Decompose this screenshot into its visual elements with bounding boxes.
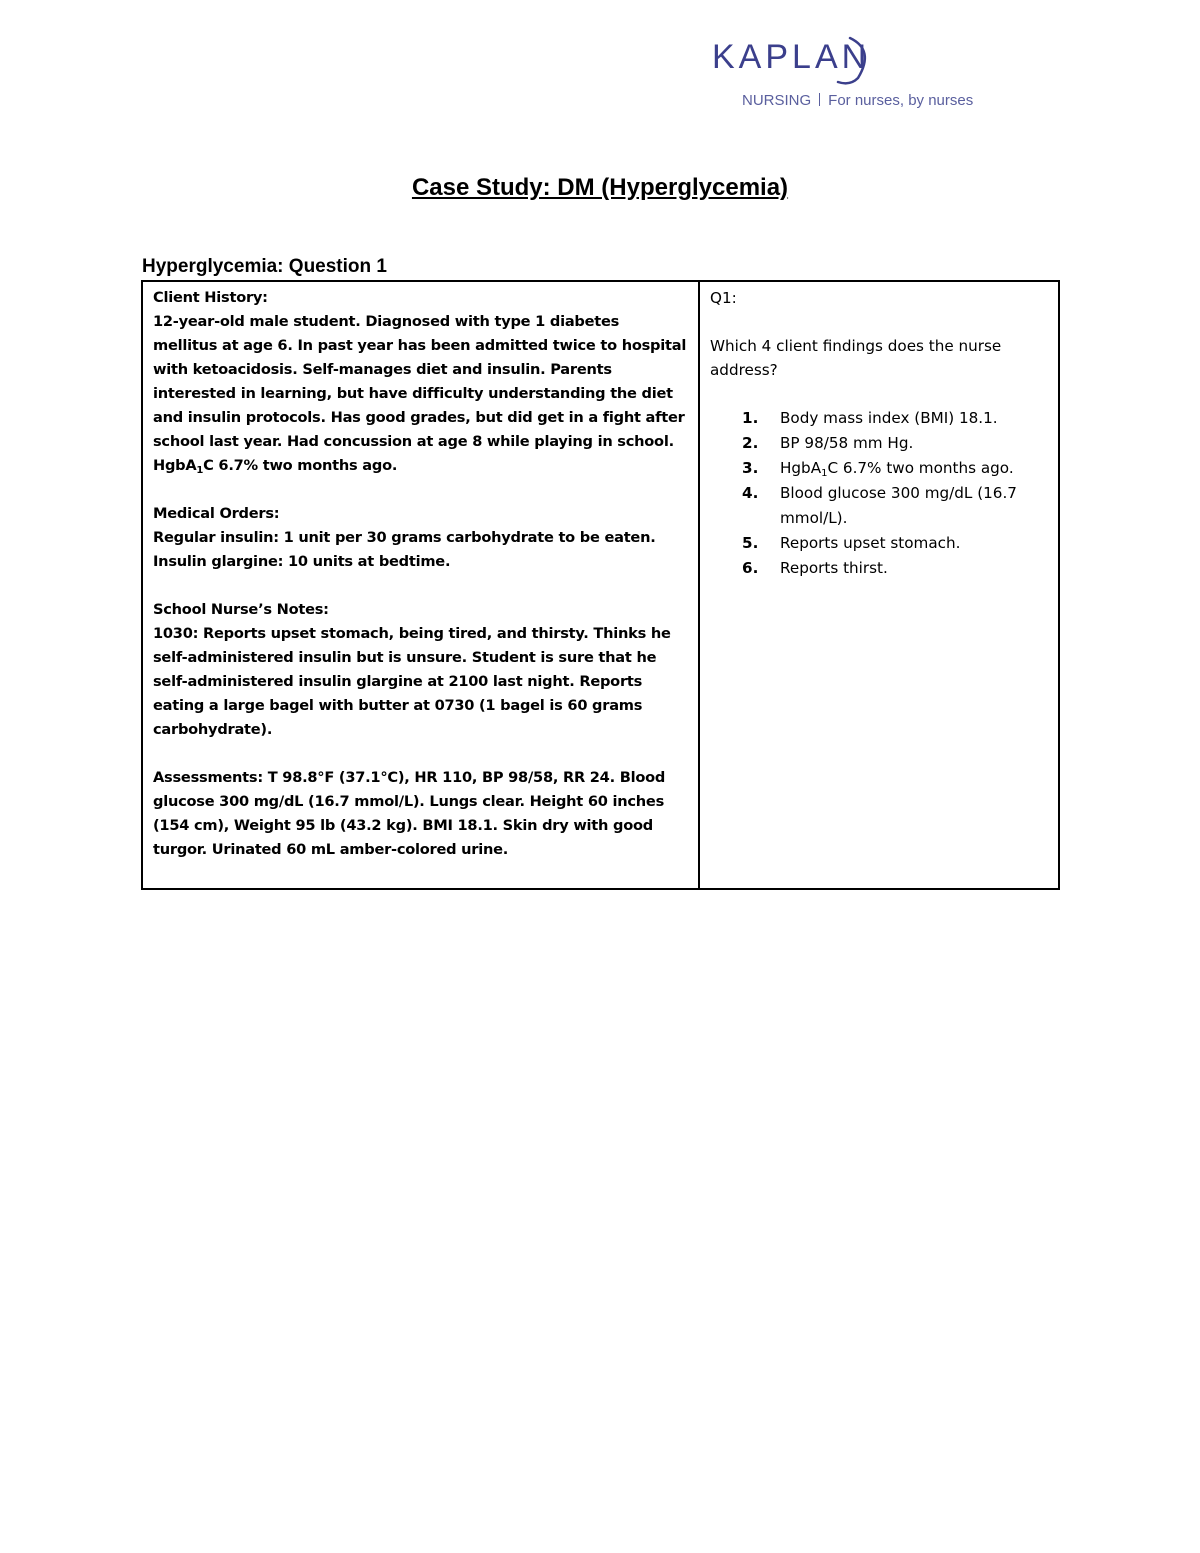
nurse-notes-heading: School Nurse’s Notes:	[153, 601, 329, 618]
answer-option[interactable]: 6. Reports thirst.	[742, 559, 888, 577]
logo-tagline-row	[742, 92, 973, 109]
medical-orders-heading: Medical Orders:	[153, 505, 280, 522]
logo-separator	[819, 93, 820, 106]
question-prompt: Which 4 client findings does the nurse address?	[710, 337, 1002, 379]
page-title: Case Study: DM (Hyperglycemia)	[411, 174, 789, 201]
section-heading: Hyperglycemia: Question 1	[142, 256, 387, 277]
question-cell	[699, 281, 1059, 889]
logo-tagline: For nurses, by nurses	[828, 92, 974, 109]
medical-order-2: Insulin glargine: 10 units at bedtime.	[153, 553, 451, 570]
answer-option[interactable]: 4. Blood glucose 300 mg/dL (16.7 mmol/L).	[742, 484, 1017, 527]
answer-option[interactable]: 5. Reports upset stomach.	[742, 534, 961, 552]
question-label: Q1:	[710, 289, 737, 307]
answer-option[interactable]: 2. BP 98/58 mm Hg.	[742, 434, 914, 452]
client-history-heading: Client History:	[153, 289, 268, 306]
logo-wordmark: KAPLAN	[712, 38, 871, 76]
case-info-cell	[142, 281, 699, 889]
kaplan-nursing-logo	[700, 30, 1020, 120]
answer-option[interactable]: 1. Body mass index (BMI) 18.1.	[742, 409, 998, 427]
assessments-text: Assessments: T 98.8°F (37.1°C), HR 110, BP 98/58, RR 24. Blood glucose 300 mg/dL (16.7 mmol/L). Lungs clear. Height 60 inches (154 cm), Weight 95 lb (43.2 kg). BMI 18.1. Skin dry with good turgor. Urinated 60 mL amber-colored urine.	[153, 769, 666, 858]
client-history-text: 12-year-old male student. Diagnosed with type 1 diabetes mellitus at age 6. In past year has been admitted twice to hospital with ketoacidosis. Self-manages diet and insulin. Parents interested in learning, but have difficulty understanding the diet and insulin protocols. Has good grades, but did get in a fight after school last year. Had concussion at age 8 while playing in school. HgbA$_1$C 6.7% two months ago.	[153, 313, 687, 476]
logo-nursing: NURSING	[742, 92, 812, 109]
answer-option[interactable]: 3. HgbA$_1$C 6.7% two months ago.	[742, 459, 1014, 479]
answer-options	[710, 406, 1048, 581]
medical-order-1: Regular insulin: 1 unit per 30 grams carbohydrate to be eaten.	[153, 529, 656, 546]
case-table	[141, 280, 1060, 890]
nurse-notes-text: 1030: Reports upset stomach, being tired, and thirsty. Thinks he self-administered insulin but is unsure. Student is sure that he self-administered insulin glargine at 2100 last night. Reports eating a large bagel with butter at 0730 (1 bagel is 60 grams carbohydrate).	[153, 625, 671, 738]
